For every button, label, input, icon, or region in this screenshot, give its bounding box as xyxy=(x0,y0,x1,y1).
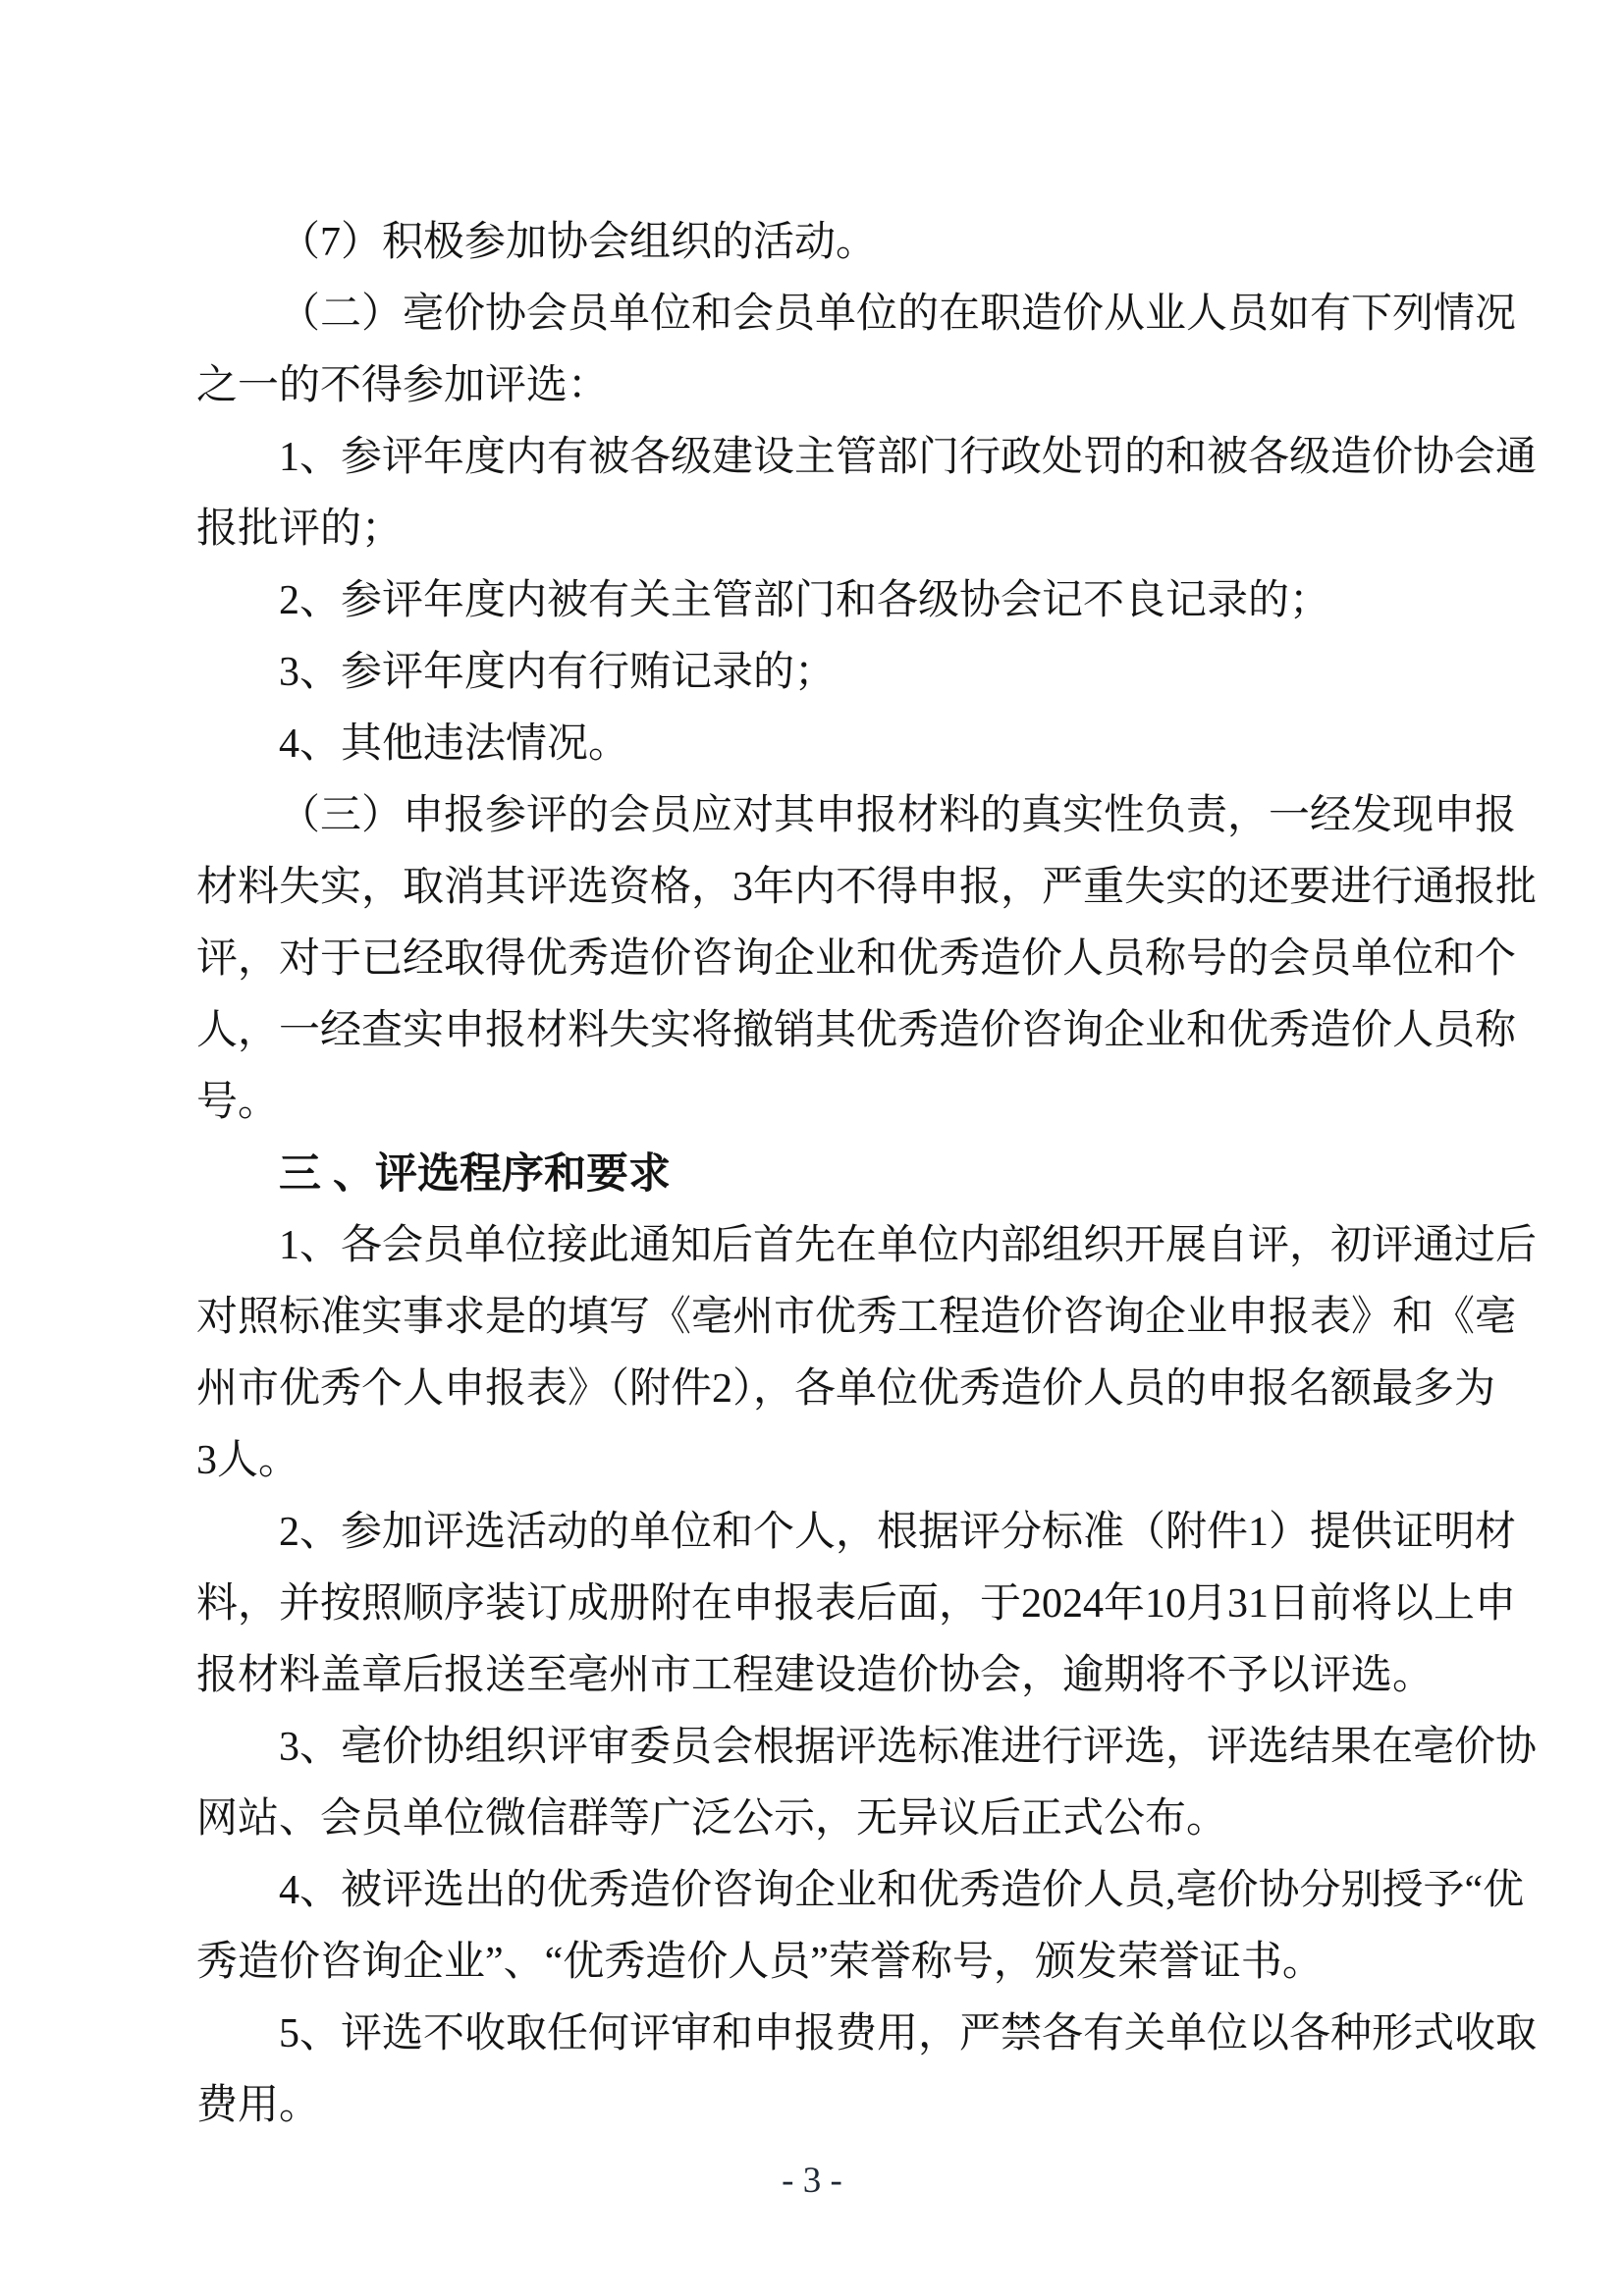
text-line: 2、参评年度内被有关主管部门和各级协会记不良记录的； xyxy=(279,578,1331,623)
text-line: 3、参评年度内有行贿记录的； xyxy=(279,650,837,695)
text-line: （二）亳价协会员单位和会员单位的在职造价从业人员如有下列情况 xyxy=(279,292,1517,337)
text-line: 料，并按照顺序装订成册附在申报表后面，于2024年10月31日前将以上申 xyxy=(196,1581,1517,1627)
text-line: 号。 xyxy=(196,1080,280,1125)
text-line: 3人。 xyxy=(196,1438,300,1483)
text-line: 2、参加评选活动的单位和个人，根据评分标准（附件1）提供证明材 xyxy=(279,1510,1517,1555)
text-line: 报批评的； xyxy=(196,507,404,552)
text-line: 费用。 xyxy=(196,2083,321,2128)
text-line: 报材料盖章后报送至亳州市工程建设造价协会，逾期将不予以评选。 xyxy=(196,1653,1435,1698)
page-number: - 3 - xyxy=(782,2161,842,2201)
text-line: 4、被评选出的优秀造价咨询企业和优秀造价人员,亳价协分别授予“优 xyxy=(279,1868,1525,1913)
text-line: 人，一经查实申报材料失实将撤销其优秀造价咨询企业和优秀造价人员称 xyxy=(196,1008,1517,1053)
text-line: （三）申报参评的会员应对其申报材料的真实性负责，一经发现申报 xyxy=(279,793,1517,838)
page-footer xyxy=(0,2158,1624,2205)
text-line: 评，对于已经取得优秀造价咨询企业和优秀造价人员称号的会员单位和个 xyxy=(196,936,1517,982)
text-line: 之一的不得参加评选： xyxy=(196,363,610,408)
text-line: 网站、会员单位微信群等广泛公示，无异议后正式公布。 xyxy=(196,1796,1228,1842)
text-line: 1、各会员单位接此通知后首先在单位内部组织开展自评，初评通过后 xyxy=(279,1223,1538,1268)
text-line: 1、参评年度内有被各级建设主管部门行政处罚的和被各级造价协会通 xyxy=(279,435,1538,480)
section-heading: 三 、评选程序和要求 xyxy=(279,1150,671,1198)
text-line: 4、其他违法情况。 xyxy=(279,721,630,767)
text-line: 材料失实，取消其评选资格，3年内不得申报，严重失实的还要进行通报批 xyxy=(196,865,1538,910)
text-line: 3、亳价协组织评审委员会根据评选标准进行评选，评选结果在亳价协 xyxy=(279,1725,1538,1770)
text-line: 5、评选不收取任何评审和申报费用，严禁各有关单位以各种形式收取 xyxy=(279,2011,1538,2056)
text-line: （7）积极参加协会组织的活动。 xyxy=(279,220,878,265)
text-line: 州市优秀个人申报表》（附件2），各单位优秀造价人员的申报名额最多为 xyxy=(196,1366,1496,1412)
document-body xyxy=(196,207,1538,2142)
text-line: 对照标准实事求是的填写《亳州市优秀工程造价咨询企业申报表》和《亳 xyxy=(196,1295,1517,1340)
text-line: 秀造价咨询企业”、“优秀造价人员”荣誉称号，颁发荣誉证书。 xyxy=(196,1940,1324,1985)
